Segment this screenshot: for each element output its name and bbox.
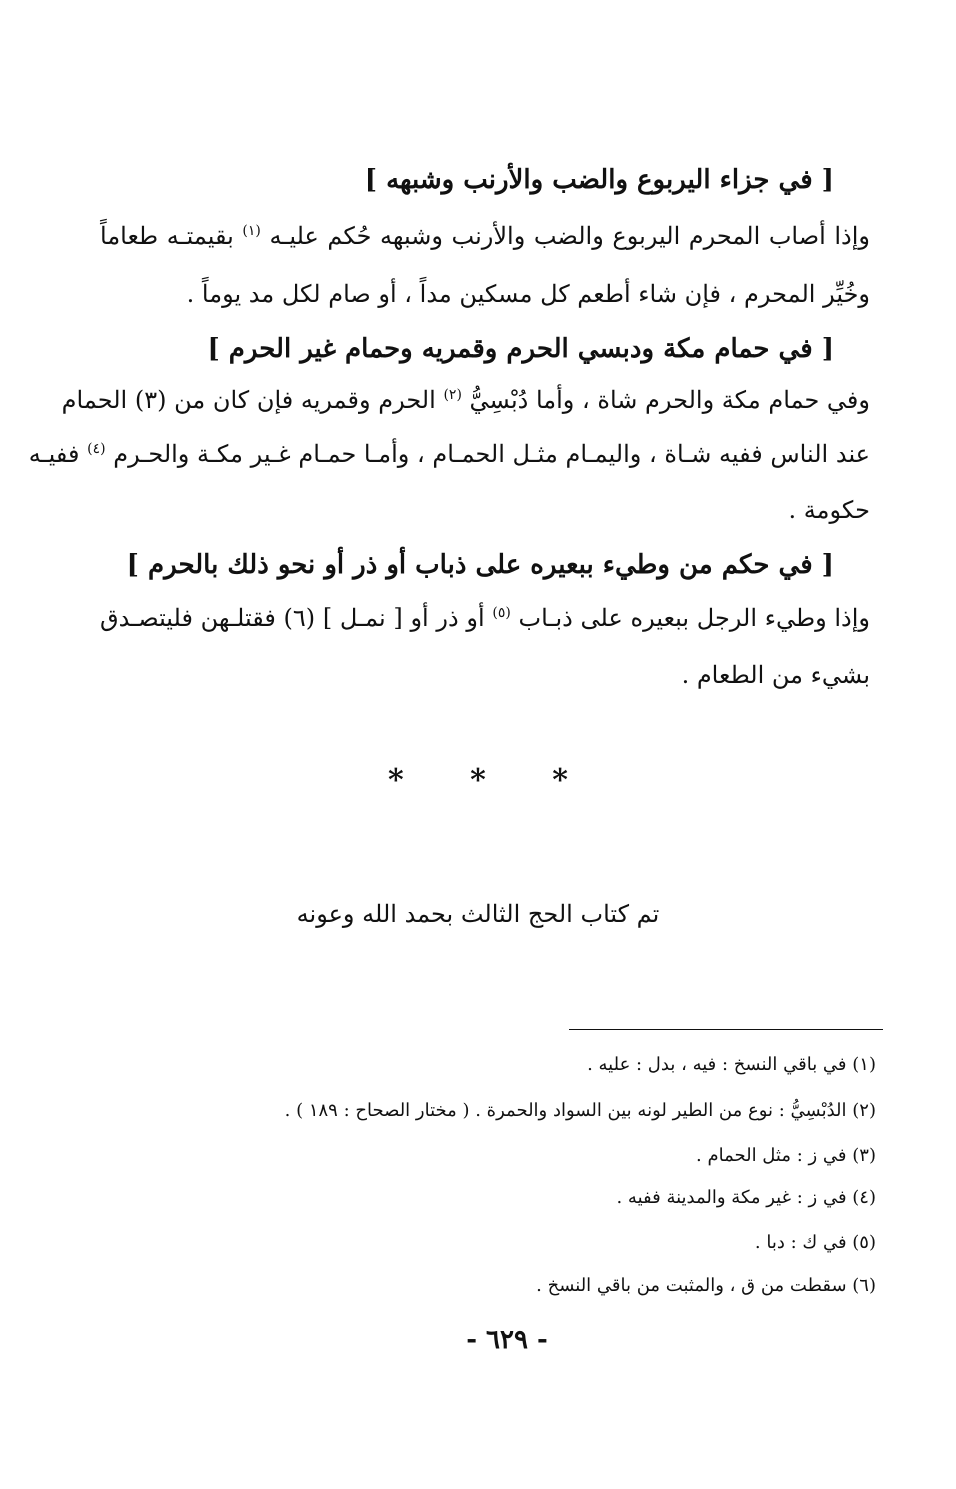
star-glyph: *	[470, 763, 486, 798]
text-line-6	[100, 604, 870, 632]
section-heading-3: [ في حكم من وطيء ببعيره على ذباب أو ذر أو نحو ذلك بالحرم ]	[126, 550, 834, 580]
text-segment: حكومة .	[788, 496, 870, 524]
footnote-1: (١) في باقي النسخ : فيه ، بدل : عليه .	[587, 1054, 876, 1075]
footnote-3: (٣) في ز : مثل الحمام .	[696, 1145, 876, 1166]
footnote-5: (٥) في ك : دبا .	[754, 1232, 876, 1253]
section-separator	[0, 763, 956, 798]
section-heading-2: [ في حمام مكة ودبسي الحرم وقمريه وحمام غير الحرم ]	[207, 334, 834, 364]
text-line-4	[28, 440, 870, 468]
text-segment: عند الناس ففيه شـاة ، واليمـام مثـل الحمـام ، وأمـا حمـام غـير مكـة والحـرم	[113, 440, 870, 468]
footnote-4: (٤) في ز : غير مكة والمدينة ففيه .	[616, 1187, 876, 1208]
footnote-2: (٢) الدُبْسِيُّ : نوع من الطير لونه بين السواد والحمرة . ( مختار الصحاح : ١٨٩ ) .	[284, 1100, 876, 1121]
text-segment: وفي حمام مكة والحرم شاة ، وأما دُبْسِيُّ	[469, 386, 870, 414]
footnote-divider	[569, 1029, 883, 1030]
footnote-6: (٦) سقطت من ق ، والمثبت من باقي النسخ .	[536, 1275, 876, 1296]
text-segment: أو ذر أو [ نمـل ] (٦) فقتلـهن فليتصـدق	[100, 604, 485, 632]
text-line-3	[61, 386, 870, 414]
text-segment: وإذا أصاب المحرم اليربوع والضب والأرنب وشبهه حُكم عليـه	[269, 222, 870, 250]
text-line-5	[100, 496, 870, 524]
star-glyph: *	[552, 763, 568, 798]
star-glyph: *	[387, 763, 404, 798]
book-colophon: تم كتاب الحج الثالث بحمد الله وعونه	[296, 900, 660, 928]
footnote-ref: (٢)	[443, 387, 462, 403]
text-line-7	[100, 661, 870, 689]
page-number: - ٦٢٩ -	[466, 1325, 548, 1355]
text-segment: الحرم وقمريه فإن كان من (٣) الحمام	[61, 386, 436, 414]
text-segment: بشيء من الطعام .	[681, 661, 870, 689]
text-segment: وإذا وطيء الرجل ببعيره على ذبـاب	[518, 604, 870, 632]
text-segment: وخُيِّر المحرم ، فإن شاء أطعم كل مسكين مداً ، أو صام لكل مد يوماً .	[186, 280, 870, 308]
section-heading-1: [ في جزاء اليربوع والضب والأرنب وشبهه ]	[364, 165, 834, 195]
text-segment: بقيمتـه طعاماً	[100, 222, 234, 250]
text-line-1	[100, 222, 870, 250]
text-segment: ففيـه	[28, 440, 80, 468]
footnote-ref: (٤)	[87, 441, 106, 457]
footnote-ref: (١)	[242, 223, 261, 239]
footnote-ref: (٥)	[492, 605, 511, 621]
text-line-2	[100, 280, 870, 308]
